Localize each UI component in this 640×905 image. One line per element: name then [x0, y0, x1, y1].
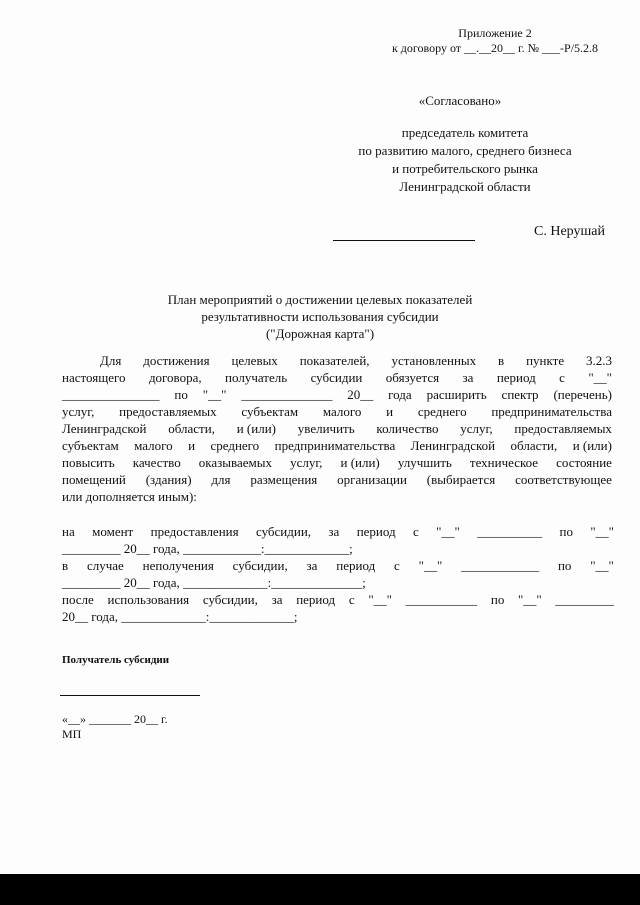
text-word: помещений	[62, 472, 126, 487]
text-word: Ленинградской	[62, 421, 147, 436]
appendix-header	[360, 26, 630, 56]
approver-name: С. Нерушай	[534, 224, 605, 239]
text-word: предоставляемых	[514, 421, 612, 436]
text-line	[62, 488, 612, 505]
approver-title-line: по развитию малого, среднего бизнеса	[358, 143, 572, 158]
text-word: качество	[132, 455, 181, 470]
approver-signature-line	[333, 240, 475, 241]
text-word: спектр	[501, 387, 539, 402]
text-word: услуг,	[460, 421, 493, 436]
text-word: по	[174, 387, 188, 402]
text-word: (выбирается	[426, 472, 496, 487]
text-word: "__"	[588, 370, 612, 385]
text-word: (здания)	[145, 472, 192, 487]
text-word: состояние	[556, 455, 612, 470]
text-word: 3.2.3	[585, 353, 612, 368]
obligation-paragraph	[62, 352, 612, 505]
text-word: обязуется	[385, 370, 440, 385]
text-word: "__"	[590, 524, 614, 539]
text-word: неполучения	[142, 558, 214, 573]
approver-title	[330, 124, 600, 196]
text-word: и (или)	[340, 455, 380, 470]
text-word: среднего	[210, 438, 260, 453]
text-word: года	[388, 387, 412, 402]
text-word: улучшить	[397, 455, 452, 470]
plan-title-line: результативности использования субсидии	[201, 309, 439, 324]
text-word: расширить	[426, 387, 487, 402]
contract-reference: к договору от __.__20__ г. № ___-P/5.2.8	[391, 41, 599, 55]
text-line	[62, 454, 612, 471]
text-word: предоставляемых	[119, 404, 217, 419]
period-options	[62, 523, 614, 625]
text-line	[62, 352, 612, 369]
text-word: (перечень)	[553, 387, 612, 402]
plan-title-line: План мероприятий о достижении целевых показателей	[167, 292, 473, 307]
text-word: субсидии,	[255, 524, 312, 539]
text-word: "__"	[368, 592, 392, 607]
text-word: _________ 20__ года, _____________:______________;	[62, 575, 366, 590]
text-line	[62, 591, 614, 608]
text-word: субъектам	[241, 404, 299, 419]
text-word: субсидии,	[232, 558, 288, 573]
text-line	[62, 523, 614, 540]
stamp-placeholder: МП	[62, 727, 82, 741]
text-word: период	[296, 592, 336, 607]
signature-date: «__» _______ 20__ г.	[62, 712, 168, 726]
text-word: 20__	[347, 387, 374, 402]
text-word: за	[271, 592, 283, 607]
text-word: в	[498, 353, 505, 368]
text-word: субъектам	[62, 438, 119, 453]
plan-title-line: ("Дорожная карта")	[265, 326, 375, 341]
text-word: период	[356, 524, 396, 539]
text-word: ____________	[461, 558, 540, 573]
text-word: "__"	[518, 592, 542, 607]
text-word: или дополняется иным):	[62, 489, 197, 504]
text-word: предоставления	[150, 524, 239, 539]
text-word: период	[336, 558, 376, 573]
text-line	[62, 369, 612, 386]
text-word: _______________	[62, 387, 160, 402]
text-line	[62, 557, 614, 574]
text-word: использования	[107, 592, 190, 607]
text-line	[62, 437, 612, 454]
text-word: области,	[168, 421, 215, 436]
text-word: по	[559, 524, 573, 539]
text-word: увеличить	[297, 421, 355, 436]
text-word: после	[62, 592, 94, 607]
text-word: на	[62, 524, 75, 539]
text-word: по	[557, 558, 572, 573]
text-word: получатель	[225, 370, 288, 385]
text-line	[62, 420, 612, 437]
plan-title	[120, 291, 520, 342]
text-line	[62, 386, 612, 403]
text-word: за	[328, 524, 340, 539]
text-word: с	[559, 370, 565, 385]
approver-title-line: председатель комитета	[401, 125, 529, 140]
text-word: договора,	[148, 370, 202, 385]
text-word: настоящего	[62, 370, 126, 385]
text-word: пункте	[526, 353, 565, 368]
text-word: период	[496, 370, 536, 385]
text-word: _________	[555, 592, 614, 607]
text-word: малого	[134, 438, 173, 453]
text-word: за	[306, 558, 318, 573]
text-word: с	[413, 524, 419, 539]
text-word: количество	[376, 421, 439, 436]
recipient-label: Получатель субсидии	[62, 654, 170, 666]
text-word: "__"	[436, 524, 460, 539]
text-word: "__"	[590, 558, 614, 573]
text-word: показателей,	[299, 353, 370, 368]
text-word: ______________	[241, 387, 333, 402]
text-word: за	[462, 370, 474, 385]
text-word: и	[386, 404, 394, 419]
text-word: для	[211, 472, 231, 487]
text-word: малого	[322, 404, 362, 419]
text-word: установленных	[391, 353, 477, 368]
text-word: услуг,	[290, 455, 323, 470]
text-word: с	[348, 592, 355, 607]
text-word: и	[188, 438, 196, 453]
approval-heading: «Согласовано»	[418, 93, 502, 108]
text-line	[62, 540, 614, 557]
text-word: техническое	[469, 455, 539, 470]
text-word: по	[490, 592, 505, 607]
text-line	[62, 574, 614, 591]
text-word: области,	[510, 438, 558, 453]
text-word: __________	[477, 524, 543, 539]
text-word: соответствующее	[515, 472, 612, 487]
text-word: целевых	[231, 353, 278, 368]
text-word: момент	[92, 524, 134, 539]
appendix-number: Приложение 2	[458, 26, 532, 40]
text-word: и (или)	[236, 421, 276, 436]
text-word: Ленинградской	[410, 438, 496, 453]
text-line	[62, 403, 612, 420]
text-word: субсидии,	[202, 592, 258, 607]
text-word: достижения	[143, 353, 210, 368]
text-word: Для	[100, 353, 122, 368]
text-word: ___________	[405, 592, 478, 607]
approver-title-line: и потребительского рынка	[392, 161, 538, 176]
text-word: услуг,	[62, 404, 95, 419]
text-line	[62, 471, 612, 488]
text-word: и (или)	[572, 438, 612, 453]
text-word: среднего	[417, 404, 467, 419]
text-word: с	[394, 558, 400, 573]
text-word: повысить	[62, 455, 115, 470]
text-word: _________ 20__ года, ____________:_____________;	[62, 541, 353, 556]
text-word: предпринимательства	[491, 404, 612, 419]
text-word: "__"	[202, 387, 227, 402]
text-word: размещения	[250, 472, 318, 487]
text-word: предпринимательства	[274, 438, 396, 453]
recipient-signature-line	[60, 695, 200, 696]
text-word: оказываемых	[198, 455, 273, 470]
text-word: субсидии	[310, 370, 363, 385]
text-word: в	[62, 558, 69, 573]
text-word: случае	[86, 558, 124, 573]
text-word: "__"	[418, 558, 443, 573]
text-word: организации	[337, 472, 407, 487]
text-line	[62, 608, 614, 625]
text-word: 20__ года, _____________:_____________;	[62, 609, 298, 624]
scan-bottom-border	[0, 874, 640, 905]
approver-title-line: Ленинградской области	[399, 179, 531, 194]
